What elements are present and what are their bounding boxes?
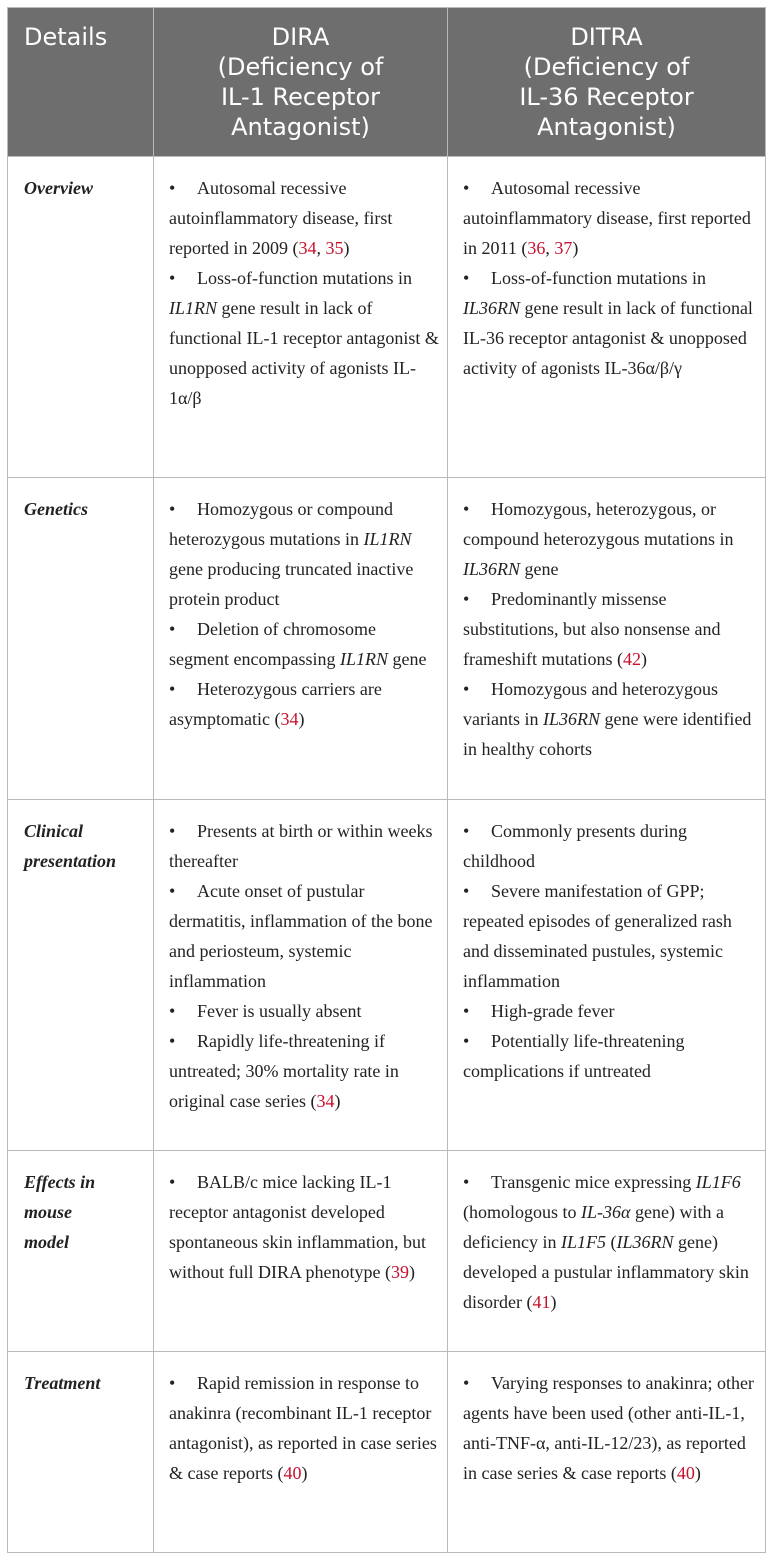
bullet-marker: • (169, 178, 176, 198)
bullet-text: Autosomal recessive autoinflammatory disease, first reported in 2011 ( (463, 178, 751, 258)
row-label-line: model (24, 1232, 69, 1252)
reference-link[interactable]: 40 (283, 1463, 302, 1483)
reference-link[interactable]: 40 (676, 1463, 695, 1483)
row-label (8, 800, 154, 1151)
bullet-text: gene result in lack of functional IL-36 receptor antagonist & unopposed activity of agonists IL-36α/β/γ (463, 298, 753, 378)
bullet-marker: • (169, 821, 176, 841)
bullet-text: , (545, 238, 555, 258)
reference-link[interactable]: 34 (316, 1091, 335, 1111)
dira-cell (154, 800, 448, 1151)
bullet-text: ) (343, 238, 350, 258)
table-row-genetics (8, 478, 766, 800)
dira-cell (154, 1352, 448, 1553)
header-dira-line: DIRA (271, 23, 330, 51)
bullet-text: Rapid remission in response to anakinra (recombinant IL-1 receptor antagonist), as reported in case series & case reports ( (169, 1373, 437, 1483)
ditra-cell (448, 478, 766, 800)
row-label-line: Effects in (24, 1172, 96, 1192)
reference-link[interactable]: 36 (527, 238, 546, 258)
bullet-marker: • (463, 1001, 470, 1021)
bullet-marker: • (463, 178, 470, 198)
gene-name: IL36RN (616, 1232, 674, 1252)
header-dira (154, 8, 448, 157)
bullet-item (463, 584, 757, 674)
header-ditra (448, 8, 766, 157)
bullet-item (463, 173, 757, 263)
bullet-item (463, 263, 757, 383)
bullet-text: ) (408, 1262, 415, 1282)
bullet-item (169, 494, 439, 614)
bullet-text: (homologous to (463, 1202, 582, 1222)
reference-link[interactable]: 34 (298, 238, 317, 258)
bullet-marker: • (463, 821, 470, 841)
bullet-marker: • (463, 679, 470, 699)
bullet-marker: • (169, 881, 176, 901)
row-label-line: Treatment (24, 1373, 101, 1393)
gene-name: IL36RN (463, 559, 521, 579)
bullet-item (463, 996, 757, 1026)
bullet-marker: • (169, 619, 176, 639)
bullet-text: gene producing truncated inactive protein product (169, 559, 414, 609)
row-label-line: Clinical (24, 821, 84, 841)
header-ditra-line: (Deficiency of (523, 53, 690, 81)
row-label-line: mouse (24, 1202, 73, 1222)
bullet-item (169, 1167, 439, 1287)
bullet-item (169, 263, 439, 413)
dira-cell (154, 1151, 448, 1352)
header-dira-line: IL-1 Receptor (220, 83, 381, 111)
bullet-marker: • (169, 499, 176, 519)
header-dira-line: (Deficiency of (217, 53, 384, 81)
ditra-cell (448, 1151, 766, 1352)
bullet-text: High-grade fever (491, 1001, 615, 1021)
bullet-item (463, 816, 757, 876)
bullet-text: Rapidly life-threatening if untreated; 30% mortality rate in original case series ( (169, 1031, 399, 1111)
header-ditra-line: IL-36 Receptor (519, 83, 694, 111)
bullet-text: ( (605, 1232, 617, 1252)
reference-link[interactable]: 42 (622, 649, 641, 669)
reference-link[interactable]: 41 (532, 1292, 551, 1312)
bullet-text: gene result in lack of functional IL-1 receptor antagonist & unopposed activity of agonists IL-1α/β (169, 298, 439, 408)
dira-cell (154, 157, 448, 478)
bullet-text: gene (520, 559, 559, 579)
row-label-line: presentation (24, 851, 117, 871)
bullet-text: Loss-of-function mutations in (197, 268, 412, 288)
bullet-marker: • (463, 1373, 470, 1393)
gene-name: IL1RN (363, 529, 412, 549)
bullet-text: ) (640, 649, 647, 669)
row-label (8, 157, 154, 478)
bullet-text: ) (572, 238, 579, 258)
bullet-text: gene (387, 649, 427, 669)
bullet-text: Varying responses to anakinra; other agents have been used (other anti-IL-1, anti-TNF-α, anti-IL-12/23), as reported in case series & case reports ( (463, 1373, 754, 1483)
bullet-text: ) (694, 1463, 701, 1483)
bullet-item (169, 1368, 439, 1488)
bullet-marker: • (463, 268, 470, 288)
bullet-text: , (316, 238, 326, 258)
ditra-cell (448, 1352, 766, 1553)
bullet-marker: • (169, 268, 176, 288)
bullet-text: Homozygous or compound heterozygous mutations in (169, 499, 393, 549)
bullet-item (169, 816, 439, 876)
bullet-marker: • (463, 499, 470, 519)
header-row (8, 8, 766, 157)
bullet-text: Heterozygous carriers are asymptomatic ( (169, 679, 382, 729)
bullet-text: Commonly presents during childhood (463, 821, 687, 871)
gene-name: IL1RN (169, 298, 218, 318)
bullet-text: ) (298, 709, 305, 729)
bullet-text: Predominantly missense substitutions, but also nonsense and frameshift mutations ( (463, 589, 721, 669)
bullet-text: Loss-of-function mutations in (491, 268, 706, 288)
bullet-text: Potentially life-threatening complications if untreated (463, 1031, 685, 1081)
bullet-text: Homozygous, heterozygous, or compound heterozygous mutations in (463, 499, 734, 549)
bullet-item (463, 1368, 757, 1488)
table-row-effects-in-mouse-model (8, 1151, 766, 1352)
bullet-text: Acute onset of pustular dermatitis, inflammation of the bone and periosteum, systemic inflammation (169, 881, 433, 991)
dira-cell (154, 478, 448, 800)
bullet-text: gene) developed a pustular inflammatory skin disorder ( (463, 1232, 749, 1312)
bullet-marker: • (169, 1373, 176, 1393)
comparison-table (7, 7, 766, 1553)
bullet-text: Autosomal recessive autoinflammatory disease, first reported in 2009 ( (169, 178, 393, 258)
row-label-line: Genetics (24, 499, 88, 519)
bullet-text: Deletion of chromosome segment encompassing (169, 619, 376, 669)
bullet-item (169, 674, 439, 734)
reference-link[interactable]: 35 (325, 238, 344, 258)
bullet-marker: • (463, 881, 470, 901)
gene-name: IL36RN (542, 709, 600, 729)
table-row-overview (8, 157, 766, 478)
bullet-item (463, 674, 757, 764)
gene-name: IL1F5 (560, 1232, 606, 1252)
bullet-marker: • (463, 1172, 470, 1192)
ditra-cell (448, 800, 766, 1151)
gene-name: IL-36α (581, 1202, 631, 1222)
ditra-cell (448, 157, 766, 478)
bullet-marker: • (463, 1031, 470, 1051)
bullet-item (169, 996, 439, 1026)
bullet-item (169, 1026, 439, 1116)
bullet-text: gene) with a deficiency in (463, 1202, 724, 1252)
header-details-label: Details (24, 23, 108, 51)
header-ditra-line: DITRA (570, 23, 643, 51)
bullet-text: ) (334, 1091, 341, 1111)
bullet-item (463, 494, 757, 584)
header-details (8, 8, 154, 157)
bullet-item (463, 1026, 757, 1086)
gene-name: IL36RN (463, 298, 521, 318)
header-ditra-line: Antagonist) (537, 113, 676, 141)
row-label (8, 478, 154, 800)
reference-link[interactable]: 37 (554, 238, 573, 258)
table-row-treatment (8, 1352, 766, 1553)
bullet-text: Fever is usually absent (197, 1001, 362, 1021)
gene-name: IL1F6 (695, 1172, 741, 1192)
bullet-text: BALB/c mice lacking IL-1 receptor antagonist developed spontaneous skin inflammation, but without full DIRA phenotype ( (169, 1172, 426, 1282)
row-label-line: Overview (24, 178, 93, 198)
bullet-text: Presents at birth or within weeks thereafter (169, 821, 433, 871)
bullet-item (463, 876, 757, 996)
bullet-text: ) (301, 1463, 308, 1483)
bullet-marker: • (169, 1001, 176, 1021)
header-dira-line: Antagonist) (231, 113, 370, 141)
bullet-item (169, 173, 439, 263)
row-label (8, 1151, 154, 1352)
bullet-item (169, 876, 439, 996)
bullet-text: ) (550, 1292, 557, 1312)
reference-link[interactable]: 39 (390, 1262, 409, 1282)
reference-link[interactable]: 34 (280, 709, 299, 729)
bullet-marker: • (169, 1172, 176, 1192)
bullet-marker: • (169, 679, 176, 699)
bullet-item (463, 1167, 757, 1317)
table-row-clinical-presentation (8, 800, 766, 1151)
gene-name: IL1RN (339, 649, 388, 669)
bullet-text: Homozygous and heterozygous variants in (463, 679, 718, 729)
bullet-text: Transgenic mice expressing (491, 1172, 696, 1192)
bullet-item (169, 614, 439, 674)
bullet-text: Severe manifestation of GPP; repeated episodes of generalized rash and disseminated pustules, systemic inflammation (463, 881, 732, 991)
row-label (8, 1352, 154, 1553)
bullet-marker: • (169, 1031, 176, 1051)
bullet-marker: • (463, 589, 470, 609)
bullet-text: gene were identified in healthy cohorts (463, 709, 752, 759)
